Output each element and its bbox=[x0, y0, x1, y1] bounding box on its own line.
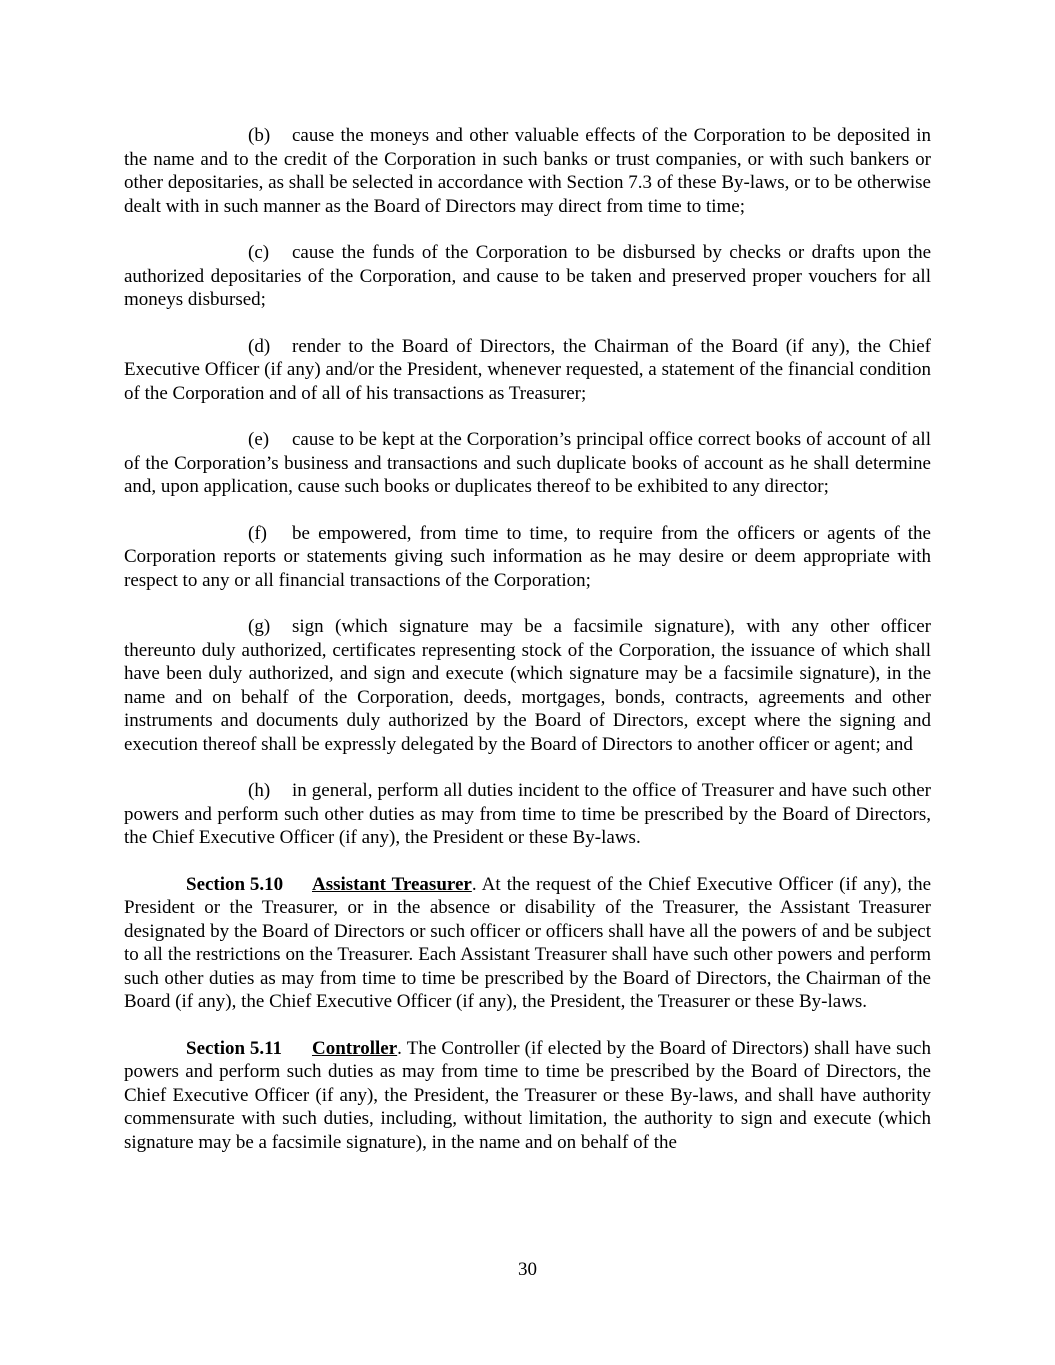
page-number: 30 bbox=[518, 1259, 537, 1280]
item-label: (f) bbox=[248, 522, 267, 544]
item-text: cause the funds of the Corporation to be disbursed by checks or drafts upon the authorized depositaries of the Corporation, and cause to be taken and preserved proper vouchers for all moneys disbursed; bbox=[124, 242, 931, 310]
item-text: render to the Board of Directors, the Chairman of the Board (if any), the Chief Executive Officer (if any) and/or the President, whenever requested, a statement of the financial condition of the Corporation and of all of his transactions as Treasurer; bbox=[124, 335, 931, 404]
section-text: . The Controller (if elected by the Board of Directors) shall have such powers and perform such duties as may from time to time be prescribed by the Board of Directors, the Chief Executive Officer (if any), the President, the Treasurer or these By-laws, and shall have authority commensurate with such duties, including, without limitation, the authority to sign and execute (which signature may be a facsimile signature), in the name and on behalf of the bbox=[124, 1037, 931, 1153]
paragraph-item-e bbox=[124, 428, 931, 499]
item-label: (g) bbox=[248, 616, 271, 637]
document-body bbox=[124, 124, 931, 1177]
section-number: Section 5.11 bbox=[186, 1037, 283, 1059]
paragraph-item-b bbox=[124, 124, 931, 218]
item-text: in general, perform all duties incident to the office of Treasurer and have such other powers and perform such other duties as may from time to time be prescribed by the Board of Directors, the Chief Executive Officer (if any), the President or these By-laws. bbox=[124, 780, 931, 848]
paragraph-item-f bbox=[124, 522, 931, 593]
paragraph-item-c bbox=[124, 241, 931, 312]
section-title: Assistant Treasurer bbox=[312, 873, 472, 895]
item-text: sign (which signature may be a facsimile signature), with any other officer thereunto duly authorized, certificates representing stock of the Corporation, the issuance of which shall have been duly authorized, and sign and execute (which signature may be a facsimile signature), in the name and on behalf of the Corporation, deeds, mortgages, bonds, contracts, agreements and other instruments and documents duly authorized by the Board of Directors, except where the signing and execution thereof shall be expressly delegated by the Board of Directors to another officer or agent; and bbox=[124, 616, 931, 755]
section-5-10 bbox=[124, 873, 931, 1014]
paragraph-item-g bbox=[124, 615, 931, 756]
section-number: Section 5.10 bbox=[186, 873, 284, 895]
item-text: cause to be kept at the Corporation’s principal office correct books of account of all of the Corporation’s business and transactions and such duplicate books of account as he shall determine and, upon application, cause such books or duplicates thereof to be exhibited to any director; bbox=[124, 429, 931, 497]
item-label: (e) bbox=[248, 429, 270, 450]
section-title: Controller bbox=[312, 1037, 398, 1059]
paragraph-item-h bbox=[124, 779, 931, 850]
section-5-11 bbox=[124, 1037, 931, 1155]
section-text: . At the request of the Chief Executive Officer (if any), the President or the Treasurer, or in the absence or disability of the Treasurer, the Assistant Treasurer designated by the Board of Directors or such officer or officers shall have all the powers of and be subject to all the restrictions on the Treasurer. Each Assistant Treasurer shall have such other powers and perform such other duties as may from time to time be prescribed by the Board of Directors, the Chairman of the Board (if any), the Chief Executive Officer (if any), the President, the Treasurer or these By-laws. bbox=[124, 873, 932, 1012]
item-text: be empowered, from time to time, to require from the officers or agents of the Corporation reports or statements giving such information as he may desire or deem appropriate with respect to any or all financial transactions of the Corporation; bbox=[124, 522, 931, 591]
item-text: cause the moneys and other valuable effects of the Corporation to be deposited in the name and to the credit of the Corporation in such banks or trust companies, or with such bankers or other depositaries, as shall be selected in accordance with Section 7.3 of these By-laws, or to be otherwise dealt with in such manner as the Board of Directors may direct from time to time; bbox=[124, 125, 931, 217]
paragraph-item-d bbox=[124, 335, 931, 406]
item-label: (b) bbox=[248, 125, 271, 146]
item-label: (c) bbox=[248, 242, 270, 263]
item-label: (h) bbox=[248, 780, 271, 801]
item-label: (d) bbox=[248, 335, 271, 357]
